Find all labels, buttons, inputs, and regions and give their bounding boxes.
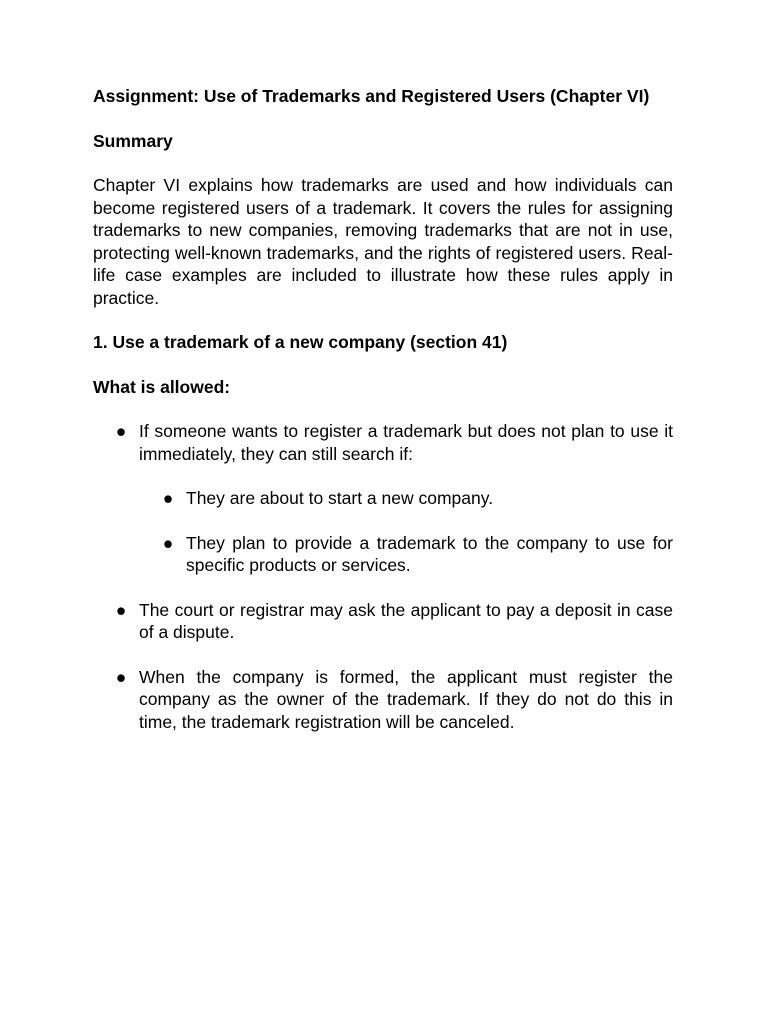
summary-heading: Summary <box>93 130 173 151</box>
list-item-text: The court or registrar may ask the applicant to pay a deposit in case of a dispute. <box>139 599 673 642</box>
sub-list-item <box>139 487 673 510</box>
section-heading: 1. Use a trademark of a new company (section 41) <box>93 332 508 352</box>
bullet-list <box>93 420 673 733</box>
bullet-icon: ● <box>115 421 127 441</box>
sub-bullet-list <box>139 487 673 577</box>
bullet-icon: ● <box>115 666 127 687</box>
sub-list-item-text: They are about to start a new company. <box>186 488 494 508</box>
sub-list-item <box>139 532 673 577</box>
list-item-text: When the company is formed, the applicant must register the company as the owner of the trademark. If they do not do this in time, the trademark registration will be canceled. <box>139 666 673 732</box>
summary-paragraph: Chapter VI explains how trademarks are used and how individuals can become registered users of a trademark. It covers the rules for assigning trademarks to new companies, removing trademarks that are not in use, protecting well-known trademarks, and the rights of registered users. Real-life case examples are included to illustrate how these rules apply in practice. <box>93 175 673 308</box>
bullet-icon: ● <box>162 532 174 553</box>
bullet-icon: ● <box>115 599 127 620</box>
sub-list-item-text: They plan to provide a trademark to the company to use for specific products or services. <box>186 532 673 575</box>
document-page <box>93 85 673 755</box>
list-item-text: If someone wants to register a trademark but does not plan to use it immediately, they can still search if: <box>139 421 673 464</box>
document-title: Assignment: Use of Trademarks and Registered Users (Chapter VI) <box>93 86 650 106</box>
list-item <box>93 599 673 644</box>
list-item <box>93 420 673 577</box>
bullet-icon: ● <box>162 488 174 508</box>
allowed-heading: What is allowed: <box>93 376 231 397</box>
list-item <box>93 666 673 734</box>
